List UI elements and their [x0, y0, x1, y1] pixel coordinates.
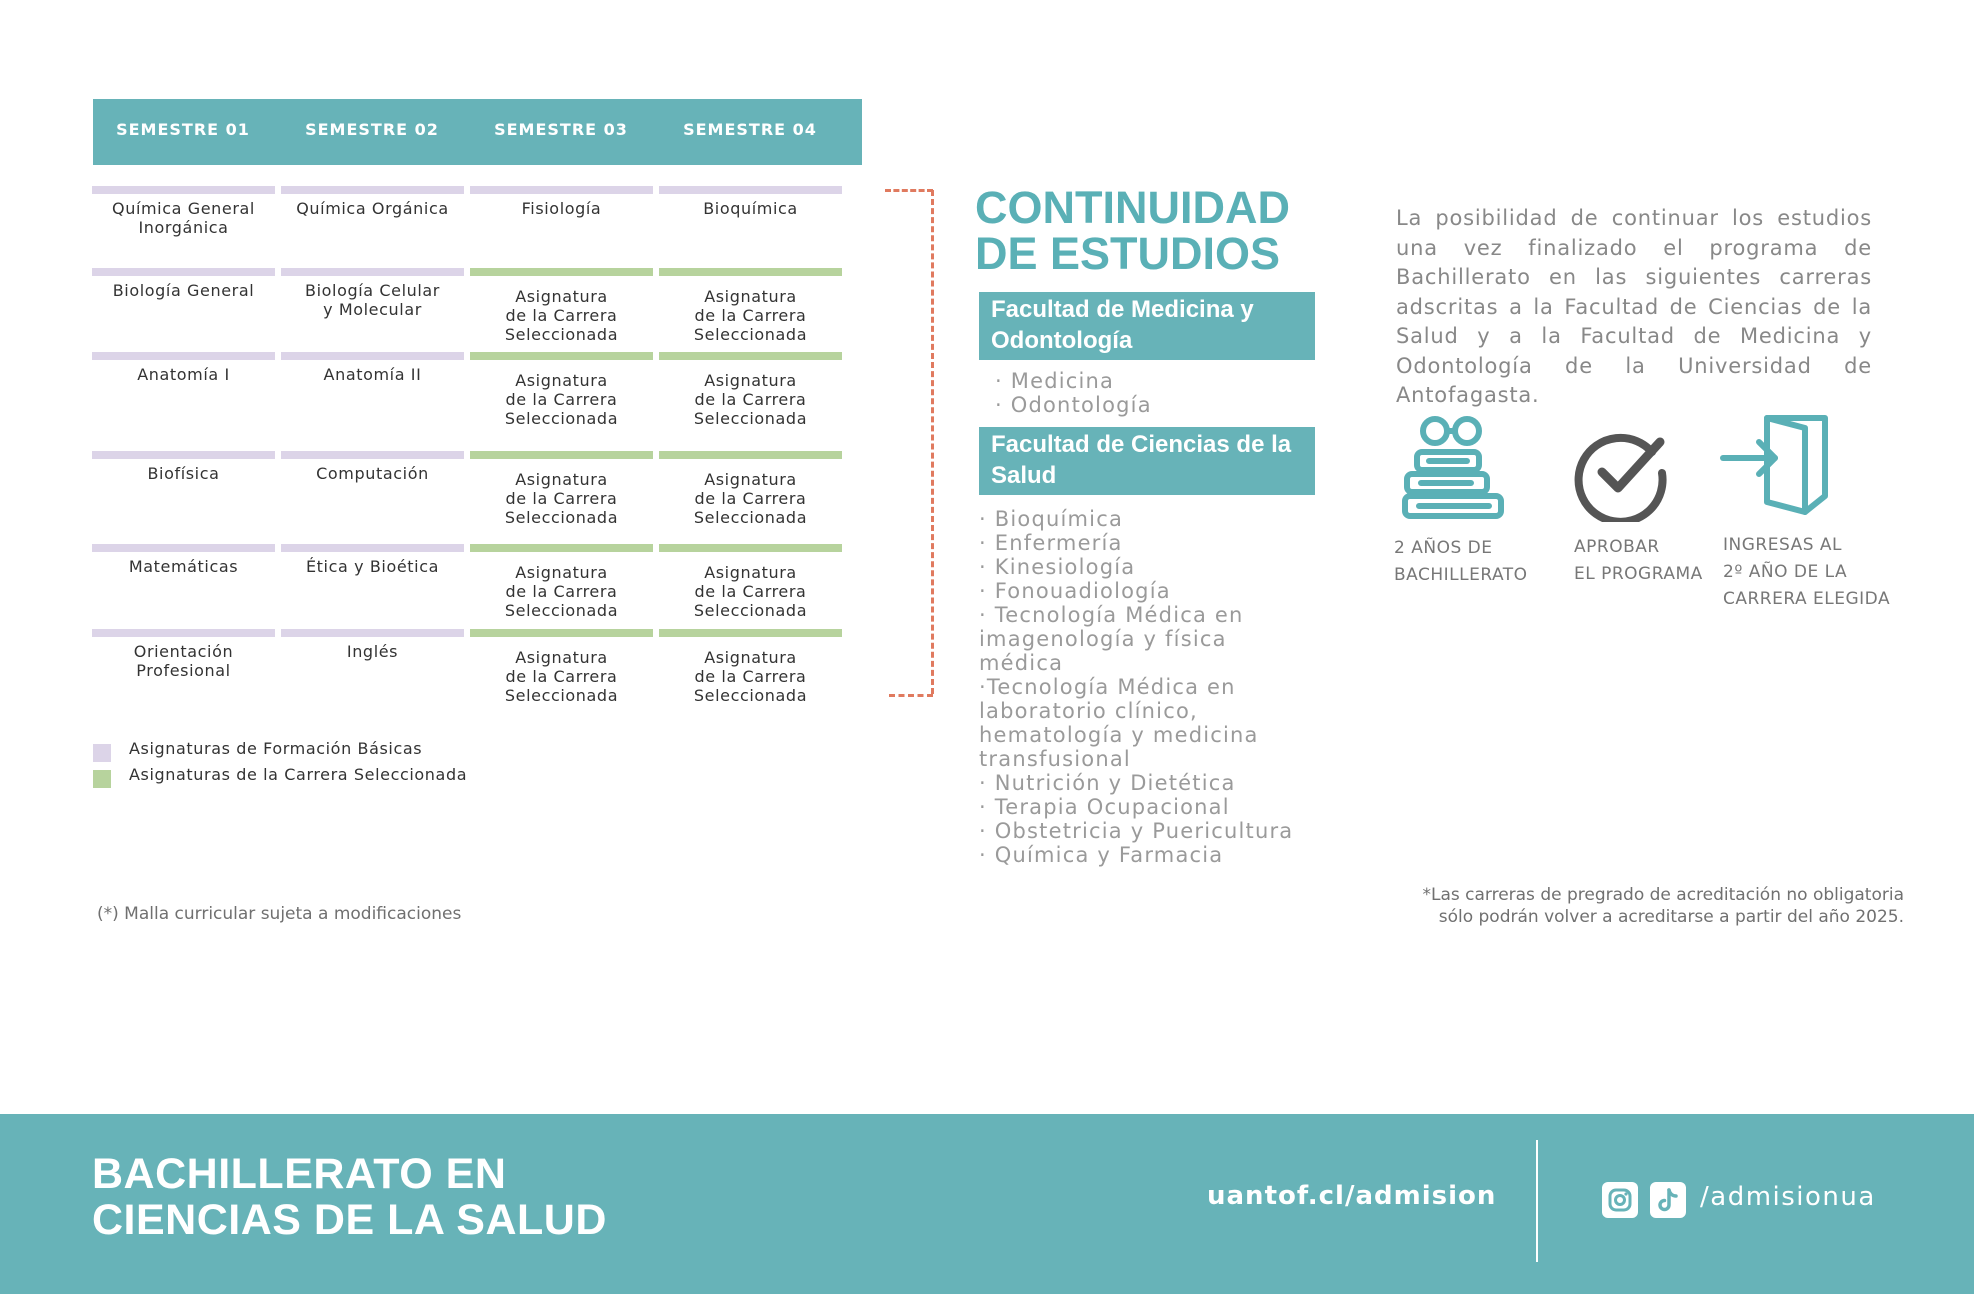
course-bar [470, 186, 653, 194]
program-title: BACHILLERATO EN CIENCIAS DE LA SALUD [92, 1150, 607, 1244]
course-bar [470, 268, 653, 276]
course-cell: Anatomía II [323, 365, 422, 384]
course-bar [659, 268, 842, 276]
faculty-medicine-box: Facultad de Medicina y Odontología [979, 292, 1315, 360]
course-cell: Asignatura de la Carrera Seleccionada [693, 563, 808, 620]
footer-divider [1536, 1140, 1538, 1262]
continuity-description: La posibilidad de continuar los estudios una vez finalizado el programa de Bachillerato en las siguientes carreras adscritas a la Facultad de Ciencias de la Salud y a la Facultad de Medicina y Odontología de la Universidad de Antofagasta. [1396, 206, 1872, 407]
course-bar [281, 268, 464, 276]
step-2-label: APROBAR EL PROGRAMA [1574, 537, 1703, 584]
course-bar [470, 544, 653, 552]
career-item: · Tecnología Médica en imagenología y física médica [979, 603, 1244, 675]
course-bar [470, 451, 653, 459]
career-item: · Fonouadiología [979, 579, 1171, 603]
course-cell: Asignatura de la Carrera Seleccionada [504, 563, 619, 620]
semester-1-label: SEMESTRE 01 [116, 120, 250, 139]
course-cell: Asignatura de la Carrera Seleccionada [504, 371, 619, 428]
tiktok-icon[interactable] [1650, 1182, 1686, 1218]
bracket-bottom [889, 694, 933, 697]
semester-2-label: SEMESTRE 02 [305, 120, 439, 139]
course-bar [659, 629, 842, 637]
course-cell: Asignatura de la Carrera Seleccionada [693, 648, 808, 705]
course-bar [92, 451, 275, 459]
continuity-title-line1: CONTINUIDAD [975, 182, 1290, 233]
course-bar [92, 629, 275, 637]
course-bar [470, 352, 653, 360]
legend-career-swatch [93, 770, 111, 788]
career-item: · Kinesiología [979, 555, 1136, 579]
course-bar [470, 629, 653, 637]
faculty-medicine-careers [995, 369, 1152, 417]
course-bar [281, 451, 464, 459]
career-item: · Nutrición y Dietética [979, 771, 1236, 795]
course-cell: Química General Inorgánica [112, 199, 255, 237]
course-cell: Asignatura de la Carrera Seleccionada [693, 371, 808, 428]
course-cell: Asignatura de la Carrera Seleccionada [504, 648, 619, 705]
career-item: ·Tecnología Médica en laboratorio clínico, hematología y medicina transfusional [979, 675, 1259, 771]
continuity-title-line2: DE ESTUDIOS [975, 228, 1281, 279]
step-1-label: 2 AÑOS DE BACHILLERATO [1394, 538, 1528, 585]
faculty-health-careers [979, 507, 1293, 867]
course-bar [281, 352, 464, 360]
legend-basic-label: Asignaturas de Formación Básicas [129, 739, 423, 758]
course-cell: Química Orgánica [296, 199, 449, 218]
semester-3-label: SEMESTRE 03 [494, 120, 628, 139]
career-item: · Bioquímica [979, 507, 1124, 531]
social-handle[interactable]: /admisionua [1700, 1182, 1876, 1212]
instagram-icon[interactable] [1602, 1182, 1638, 1218]
course-cell: Ética y Bioética [305, 557, 440, 576]
course-bar [92, 544, 275, 552]
course-bar [92, 268, 275, 276]
career-item: · Terapia Ocupacional [979, 795, 1230, 819]
course-bar [659, 186, 842, 194]
continuity-title [975, 182, 1315, 279]
books-icon [1399, 414, 1507, 522]
course-cell: Biología Celular y Molecular [305, 281, 440, 319]
course-bar [659, 451, 842, 459]
step-3-label: INGRESAS AL 2º AÑO DE LA CARRERA ELEGIDA [1723, 535, 1891, 609]
enter-door-icon [1719, 414, 1831, 518]
career-item: · Enfermería [979, 531, 1123, 555]
course-cell: Bioquímica [703, 199, 798, 218]
course-cell: Asignatura de la Carrera Seleccionada [504, 470, 619, 527]
course-bar [92, 186, 275, 194]
accreditation-note-line2: sólo podrán volver a acreditarse a partir del año 2025. [1438, 907, 1904, 927]
course-cell: Asignatura de la Carrera Seleccionada [693, 470, 808, 527]
accreditation-note-line1: *Las carreras de pregrado de acreditación no obligatoria [1422, 885, 1904, 905]
legend-career-label: Asignaturas de la Carrera Seleccionada [129, 765, 468, 784]
course-bar [659, 544, 842, 552]
course-bar [92, 352, 275, 360]
legend-basic-swatch [93, 744, 111, 762]
bracket-top [885, 189, 933, 192]
course-bar [281, 629, 464, 637]
career-item: · Medicina [995, 369, 1115, 393]
course-cell: Anatomía I [137, 365, 230, 384]
career-item: · Química y Farmacia [979, 843, 1224, 867]
bracket-line [931, 190, 934, 694]
course-cell: Biología General [112, 281, 255, 300]
course-cell: Inglés [346, 642, 399, 661]
course-bar [659, 352, 842, 360]
career-item: · Odontología [995, 393, 1152, 417]
course-cell: Fisiología [521, 199, 602, 218]
check-circle-icon [1572, 424, 1670, 522]
course-cell: Biofísica [147, 464, 220, 483]
course-cell: Asignatura de la Carrera Seleccionada [693, 287, 808, 344]
course-bar [281, 544, 464, 552]
course-bar [281, 186, 464, 194]
course-cell: Orientación Profesional [133, 642, 234, 680]
career-item: · Obstetricia y Puericultura [979, 819, 1294, 843]
curriculum-note: (*) Malla curricular sujeta a modificaciones [97, 904, 462, 924]
accreditation-note [1344, 884, 1904, 928]
course-cell: Computación [316, 464, 429, 483]
faculty-health-box: Facultad de Ciencias de la Salud [979, 427, 1315, 495]
semester-4-label: SEMESTRE 04 [683, 120, 817, 139]
admission-url-link[interactable]: uantof.cl/admision [1207, 1181, 1497, 1211]
course-cell: Asignatura de la Carrera Seleccionada [504, 287, 619, 344]
course-cell: Matemáticas [128, 557, 239, 576]
